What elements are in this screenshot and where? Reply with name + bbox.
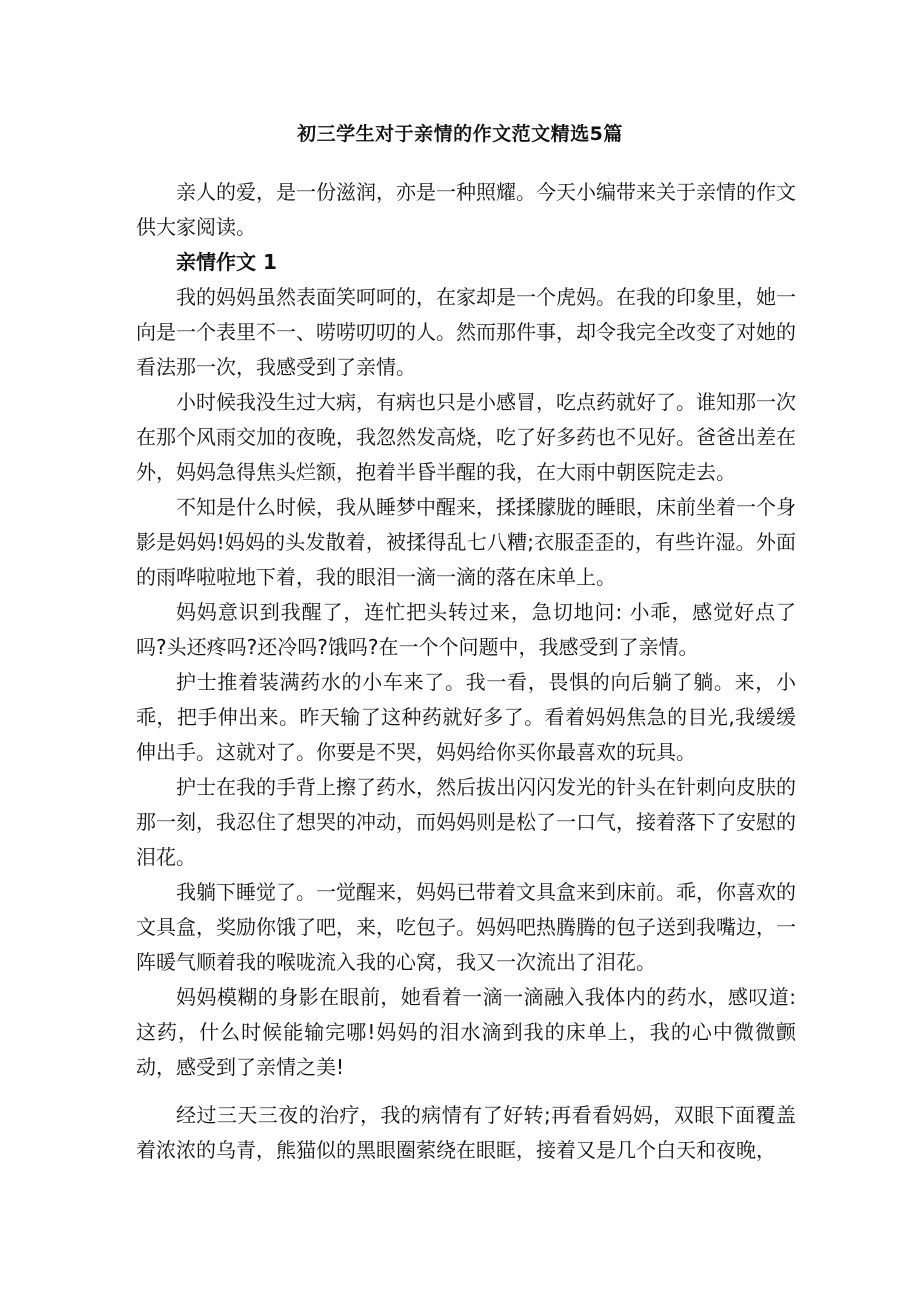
body-paragraph: 我的妈妈虽然表面笑呵呵的，在家却是一个虎妈。在我的印象里，她一向是一个表里不一、唠唠叨叨的人。然而那件事，却令我完全改变了对她的看法那一次，我感受到了亲情。 xyxy=(136,285,796,379)
body-paragraph: 妈妈模糊的身影在眼前，她看着一滴一滴融入我体内的药水，感叹道: 这药，什么时候能输完哪!妈妈的泪水滴到我的床单上，我的心中微微颤动，感受到了亲情之美! xyxy=(136,985,796,1079)
body-paragraph: 经过三天三夜的治疗，我的病情有了好转;再看看妈妈，双眼下面覆盖着浓浓的乌青，熊猫似的黑眼圈萦绕在眼眶，接着又是几个白天和夜晚， xyxy=(136,1103,796,1162)
document-title: 初三学生对于亲情的作文范文精选5篇 xyxy=(297,123,623,145)
body-paragraph: 护士推着装满药水的小车来了。我一看，畏惧的向后躺了躺。来，小乖，把手伸出来。昨天输了这种药就好多了。看着妈妈焦急的目光,我缓缓伸出手。这就对了。你要是不哭，妈妈给你买你最喜欢的玩具。 xyxy=(136,670,796,764)
document-body xyxy=(136,175,796,1168)
body-paragraph: 小时候我没生过大病，有病也只是小感冒，吃点药就好了。谁知那一次在那个风雨交加的夜晚，我忽然发高烧，吃了好多药也不见好。爸爸出差在外，妈妈急得焦头烂额，抱着半昏半醒的我，在大雨中朝医院走去。 xyxy=(136,390,796,484)
body-paragraph: 护士在我的手背上擦了药水，然后拔出闪闪发光的针头在针刺向皮肤的那一刻，我忍住了想哭的冲动，而妈妈则是松了一口气，接着落下了安慰的泪花。 xyxy=(136,775,796,869)
body-paragraph: 妈妈意识到我醒了，连忙把头转过来，急切地问: 小乖，感觉好点了吗?头还疼吗?还冷吗?饿吗?在一个个问题中，我感受到了亲情。 xyxy=(136,600,796,659)
body-paragraph: 我躺下睡觉了。一觉醒来，妈妈已带着文具盒来到床前。乖，你喜欢的文具盒，奖励你饿了吧，来，吃包子。妈妈吧热腾腾的包子送到我嘴边，一阵暖气顺着我的喉咙流入我的心窝，我又一次流出了泪花。 xyxy=(136,880,796,974)
body-paragraph: 不知是什么时候，我从睡梦中醒来，揉揉朦胧的睡眼，床前坐着一个身影是妈妈!妈妈的头发散着，被揉得乱七八糟;衣服歪歪的，有些许湿。外面的雨哗啦啦地下着，我的眼泪一滴一滴的落在床单上。 xyxy=(136,495,796,589)
intro-paragraph: 亲人的爱，是一份滋润，亦是一种照耀。今天小编带来关于亲情的作文供大家阅读。 xyxy=(136,180,796,239)
section-heading: 亲情作文 1 xyxy=(176,250,277,274)
